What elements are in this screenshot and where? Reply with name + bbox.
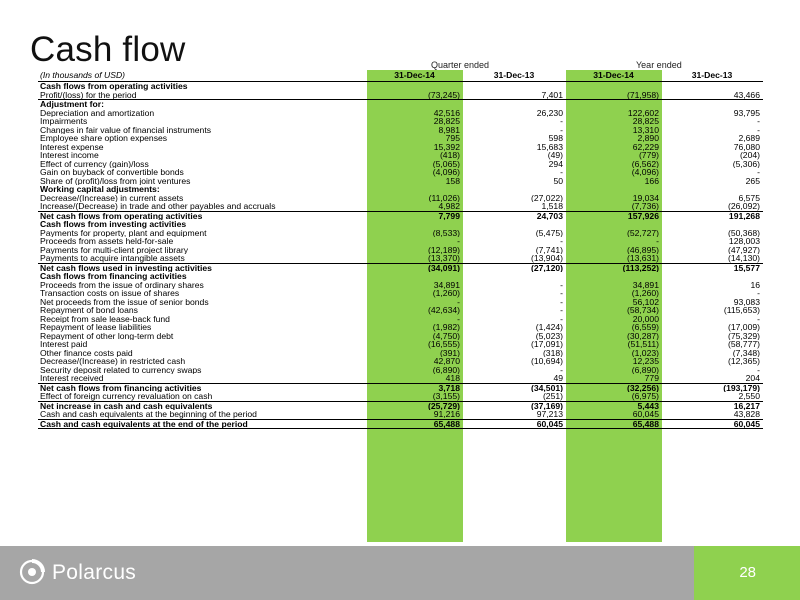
- row-value: (27,120): [463, 263, 566, 272]
- row-value: 42,870: [433, 357, 460, 366]
- row-value: 93,795: [733, 108, 760, 117]
- units-label: (In thousands of USD): [38, 70, 367, 82]
- row-label: Share of (profit)/loss from joint ventures: [40, 176, 191, 185]
- table-row: [38, 117, 763, 126]
- row-value: 2,550: [662, 392, 763, 401]
- row-value: 191,268: [662, 211, 763, 220]
- row-value: -: [457, 237, 460, 246]
- row-value: (27,022): [530, 193, 563, 202]
- row-value: (6,975): [566, 392, 662, 401]
- table-row: [38, 366, 763, 375]
- row-value: (16,555): [427, 340, 460, 349]
- row-value: 12,235: [632, 357, 659, 366]
- table-row: [38, 177, 763, 186]
- row-value: (4,096): [631, 168, 659, 177]
- row-label: Payments for property, plant and equipment: [40, 228, 207, 237]
- row-value: 16,217: [733, 401, 760, 410]
- row-value: 93,083: [733, 297, 760, 306]
- row-label: Employee share option expenses: [40, 134, 168, 143]
- row-label: Interest income: [40, 151, 99, 160]
- row-value: -: [757, 289, 760, 298]
- row-value: (5,065): [432, 159, 460, 168]
- polarcus-logo-icon: [18, 558, 46, 586]
- row-value: -: [560, 289, 563, 298]
- row-value: 24,703: [463, 211, 566, 220]
- row-label: Working capital adjustments:: [40, 185, 160, 194]
- row-value: (6,559): [631, 323, 659, 332]
- row-value: 43,828: [662, 410, 763, 419]
- row-value: (30,287): [626, 331, 659, 340]
- row-value: (17,009): [727, 323, 760, 332]
- col-header-y-prior: 31-Dec-13: [662, 70, 763, 82]
- row-label: Repayment of lease liabilities: [40, 323, 152, 332]
- table-row: [38, 281, 763, 290]
- footer-bar: [0, 546, 800, 600]
- table-row: [38, 143, 763, 152]
- row-value: 3,718: [367, 383, 463, 392]
- row-label: Gain on buyback of convertible bonds: [40, 168, 184, 177]
- row-value: 16: [750, 280, 760, 289]
- row-value: (14,130): [662, 254, 763, 263]
- row-value: (34,091): [367, 263, 463, 272]
- table-row: [38, 220, 763, 229]
- row-value: (52,727): [626, 228, 659, 237]
- row-value: -: [560, 297, 563, 306]
- row-value: 6,575: [738, 193, 760, 202]
- col-header-y-current: 31-Dec-14: [566, 70, 662, 82]
- row-label: Security deposit related to currency swaps: [40, 365, 202, 374]
- row-value: 28,825: [632, 117, 659, 126]
- table-row: [38, 160, 763, 169]
- table-row: [38, 383, 763, 392]
- table-row: [38, 134, 763, 143]
- row-value: (4,096): [432, 168, 460, 177]
- table-row: [38, 168, 763, 177]
- row-value: (12,189): [427, 245, 460, 254]
- row-value: 65,488: [566, 419, 662, 429]
- page-title: Cash flow: [30, 30, 186, 69]
- table-row: [38, 298, 763, 307]
- row-label: Impairments: [40, 117, 88, 126]
- row-value: 26,230: [536, 108, 563, 117]
- table-row: [38, 82, 763, 91]
- row-value: 50: [553, 176, 563, 185]
- row-value: (779): [638, 151, 659, 160]
- row-value: 34,891: [433, 280, 460, 289]
- table-row: [38, 151, 763, 160]
- row-value: -: [560, 125, 563, 134]
- row-value: (47,927): [727, 245, 760, 254]
- row-value: 265: [745, 176, 760, 185]
- table-row: [38, 202, 763, 211]
- row-value: 13,310: [632, 125, 659, 134]
- row-value: (13,370): [367, 254, 463, 263]
- row-value: (5,023): [535, 331, 563, 340]
- row-value: 122,602: [627, 108, 659, 117]
- row-value: -: [560, 237, 563, 246]
- row-label: Net cash flows used in investing activities: [38, 263, 367, 272]
- row-value: (6,890): [631, 365, 659, 374]
- row-label: Cash flows from financing activities: [40, 272, 187, 281]
- table-row: [38, 332, 763, 341]
- row-label: Interest expense: [40, 142, 104, 151]
- row-value: 4,982: [367, 202, 463, 211]
- row-value: 60,045: [566, 410, 662, 419]
- row-value: -: [757, 314, 760, 323]
- row-value: 15,392: [433, 142, 460, 151]
- row-value: 49: [463, 374, 566, 383]
- row-value: 2,890: [637, 134, 659, 143]
- row-label: Net proceeds from the issue of senior bonds: [40, 297, 209, 306]
- row-value: 2,689: [738, 134, 760, 143]
- row-value: 779: [566, 374, 662, 383]
- row-label: Interest received: [38, 374, 367, 383]
- row-value: [367, 82, 463, 91]
- row-value: -: [457, 297, 460, 306]
- table-row: [38, 126, 763, 135]
- row-value: (1,424): [535, 323, 563, 332]
- row-value: -: [757, 117, 760, 126]
- table-row: [38, 419, 763, 429]
- row-value: (204): [739, 151, 760, 160]
- row-label: Proceeds from the issue of ordinary shares: [40, 280, 204, 289]
- row-label: Cash and cash equivalents at the end of the period: [38, 419, 367, 429]
- row-value: [662, 82, 763, 91]
- row-value: (32,256): [566, 383, 662, 392]
- row-value: [463, 185, 566, 194]
- table-row: [38, 349, 763, 358]
- row-value: (115,653): [723, 306, 760, 315]
- row-value: (13,904): [463, 254, 566, 263]
- table-row: [38, 237, 763, 246]
- row-label: Depreciation and amortization: [40, 108, 155, 117]
- table-row: [38, 374, 763, 383]
- row-value: -: [560, 306, 563, 315]
- row-value: [367, 220, 463, 229]
- row-label: Proceeds from assets held-for-sale: [40, 237, 174, 246]
- row-value: [662, 185, 763, 194]
- row-label: Other finance costs paid: [40, 348, 133, 357]
- row-value: (46,895): [626, 245, 659, 254]
- row-value: (49): [547, 151, 563, 160]
- row-value: 8,981: [438, 125, 460, 134]
- row-value: 62,229: [632, 142, 659, 151]
- col-header-q-current: 31-Dec-14: [367, 70, 463, 82]
- row-value: 28,825: [433, 117, 460, 126]
- row-value: (7,741): [535, 245, 563, 254]
- row-value: -: [457, 314, 460, 323]
- row-label: Receipt from sale lease-back fund: [40, 314, 170, 323]
- row-value: [367, 272, 463, 281]
- table-row: [38, 323, 763, 332]
- table-row: [38, 229, 763, 238]
- row-value: 158: [445, 176, 460, 185]
- row-value: (51,511): [627, 340, 659, 349]
- row-value: -: [757, 365, 760, 374]
- row-value: 19,034: [632, 193, 659, 202]
- table-row: [38, 315, 763, 324]
- row-label: Effect of currency (gain)/loss: [40, 159, 149, 168]
- table-header-row: [38, 70, 763, 82]
- row-label: Cash flows from operating activities: [40, 81, 188, 91]
- row-value: [367, 185, 463, 194]
- row-label: Net increase in cash and cash equivalents: [40, 401, 213, 410]
- row-value: (113,252): [566, 263, 662, 272]
- quarter-ended-header: Quarter ended: [431, 60, 490, 70]
- cash-flow-rows: [38, 82, 763, 429]
- table-row: [38, 272, 763, 281]
- row-value: 20,000: [632, 314, 659, 323]
- row-value: (6,890): [432, 365, 460, 374]
- table-row: [38, 109, 763, 118]
- table-row: [38, 340, 763, 349]
- row-label: Profit/(loss) for the period: [38, 91, 367, 100]
- row-value: [463, 220, 566, 229]
- row-value: [662, 100, 763, 109]
- row-label: Payments for multi-client project library: [40, 245, 189, 254]
- row-value: (8,533): [432, 228, 460, 237]
- row-value: 15,683: [536, 142, 563, 151]
- table-row: [38, 211, 763, 220]
- table-row: [38, 185, 763, 194]
- row-value: (3,155): [367, 392, 463, 401]
- table-row: [38, 194, 763, 203]
- row-label: Decrease/(Increase) in restricted cash: [40, 357, 186, 366]
- row-value: (4,750): [432, 331, 460, 340]
- row-value: 157,926: [566, 211, 662, 220]
- row-value: (1,260): [631, 289, 659, 298]
- row-value: 43,466: [662, 91, 763, 100]
- row-value: (12,365): [727, 357, 760, 366]
- row-value: 42,516: [433, 108, 460, 117]
- row-value: 294: [548, 159, 563, 168]
- row-value: -: [560, 365, 563, 374]
- col-header-q-prior: 31-Dec-13: [463, 70, 566, 82]
- row-value: (7,348): [732, 348, 760, 357]
- row-value: 5,443: [637, 401, 659, 410]
- row-value: 91,216: [367, 410, 463, 419]
- row-label: Changes in fair value of financial instruments: [40, 125, 212, 134]
- table-row: [38, 254, 763, 263]
- row-label: Adjustment for:: [40, 99, 104, 109]
- row-value: (34,501): [463, 383, 566, 392]
- row-value: 65,488: [367, 419, 463, 429]
- row-value: 60,045: [662, 419, 763, 429]
- row-label: Cash flows from investing activities: [40, 220, 187, 229]
- row-value: (5,306): [732, 159, 760, 168]
- row-value: -: [757, 168, 760, 177]
- row-label: Increase/(Decrease) in trade and other payables and accruals: [38, 202, 367, 211]
- row-value: 34,891: [632, 280, 659, 289]
- row-value: (71,958): [566, 91, 662, 100]
- row-value: (1,260): [432, 289, 460, 298]
- row-value: -: [560, 168, 563, 177]
- table-row: [38, 357, 763, 366]
- row-value: 7,799: [367, 211, 463, 220]
- row-value: 60,045: [463, 419, 566, 429]
- table-row: [38, 263, 763, 272]
- row-value: [367, 100, 463, 109]
- row-value: (75,329): [727, 331, 760, 340]
- table-row: [38, 306, 763, 315]
- row-value: (25,729): [427, 401, 460, 410]
- row-value: -: [560, 314, 563, 323]
- row-value: (50,368): [727, 228, 760, 237]
- row-value: [566, 82, 662, 91]
- row-value: (42,634): [427, 306, 460, 315]
- row-value: (11,026): [428, 193, 460, 202]
- row-value: (7,736): [566, 202, 662, 211]
- row-value: -: [560, 117, 563, 126]
- row-label: Repayment of other long-term debt: [40, 331, 174, 340]
- row-value: 56,102: [632, 297, 659, 306]
- row-value: [662, 220, 763, 229]
- row-label: Repayment of bond loans: [40, 306, 138, 315]
- row-value: 204: [662, 374, 763, 383]
- polarcus-logo: [18, 556, 218, 588]
- row-value: 795: [445, 134, 460, 143]
- page-number: 28: [739, 564, 756, 581]
- table-row: [38, 289, 763, 298]
- footer-green-band: [694, 546, 800, 600]
- table-row: [38, 392, 763, 401]
- row-value: 128,003: [728, 237, 760, 246]
- row-value: [566, 272, 662, 281]
- row-value: 76,080: [733, 142, 760, 151]
- row-value: (193,179): [662, 383, 763, 392]
- row-label: Decrease/(Increase) in current assets: [40, 193, 184, 202]
- row-value: (37,169): [530, 401, 563, 410]
- footer-gray-band: [0, 546, 694, 600]
- row-value: (5,475): [535, 228, 563, 237]
- table-row: [38, 246, 763, 255]
- row-value: (251): [463, 392, 566, 401]
- row-value: 97,213: [463, 410, 566, 419]
- row-value: 15,577: [662, 263, 763, 272]
- row-value: 166: [644, 176, 659, 185]
- row-value: [566, 185, 662, 194]
- row-value: -: [560, 280, 563, 289]
- row-label: Net cash flows from financing activities: [38, 383, 367, 392]
- row-label: Payments to acquire intangible assets: [38, 254, 367, 263]
- table-row: [38, 91, 763, 100]
- row-value: (58,734): [626, 306, 659, 315]
- table-row: [38, 401, 763, 410]
- row-value: (418): [439, 151, 460, 160]
- row-value: [463, 100, 566, 109]
- cash-flow-table: [38, 70, 763, 429]
- row-label: Net cash flows from operating activities: [38, 211, 367, 220]
- row-value: 7,401: [463, 91, 566, 100]
- row-value: (10,694): [530, 357, 563, 366]
- row-value: 418: [367, 374, 463, 383]
- row-value: (1,982): [432, 323, 460, 332]
- row-value: [566, 220, 662, 229]
- row-label: Effect of foreign currency revaluation on cash: [38, 392, 367, 401]
- row-value: (73,245): [367, 91, 463, 100]
- row-value: 598: [548, 134, 563, 143]
- row-value: (17,091): [530, 340, 563, 349]
- table-row: [38, 410, 763, 419]
- row-value: (26,092): [662, 202, 763, 211]
- logo-text: Polarcus: [52, 561, 137, 584]
- year-ended-header: Year ended: [636, 60, 682, 70]
- row-value: [463, 82, 566, 91]
- table-row: [38, 100, 763, 109]
- row-value: (318): [542, 348, 563, 357]
- row-value: [662, 272, 763, 281]
- row-value: (6,562): [631, 159, 659, 168]
- row-value: (391): [439, 348, 460, 357]
- row-label: Transaction costs on issue of shares: [40, 289, 180, 298]
- row-value: -: [656, 237, 659, 246]
- row-value: -: [757, 125, 760, 134]
- row-value: (1,023): [631, 348, 659, 357]
- row-value: (58,777): [727, 340, 760, 349]
- row-value: [566, 100, 662, 109]
- row-value: (13,631): [566, 254, 662, 263]
- row-value: 1,518: [463, 202, 566, 211]
- row-label: Cash and cash equivalents at the beginning of the period: [38, 410, 367, 419]
- row-label: Interest paid: [40, 340, 88, 349]
- row-value: [463, 272, 566, 281]
